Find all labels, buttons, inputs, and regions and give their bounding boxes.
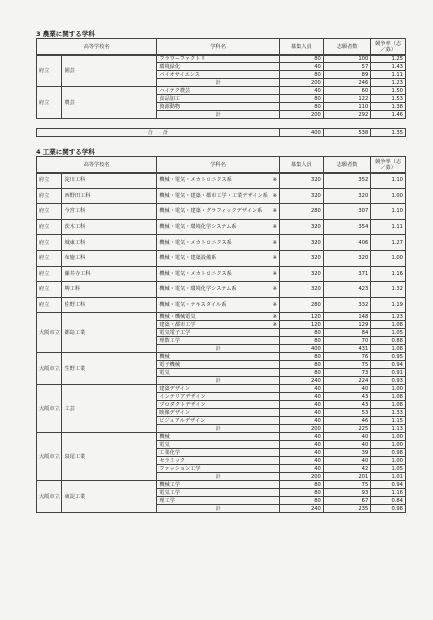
dept-text: 機械・機械電気 [159,313,196,320]
dept-text: 機械・電気・環境化学システム系 [159,286,237,293]
applicants-cell: 431 [323,345,370,353]
agri-total-table [36,128,406,137]
applicants-cell: 320 [323,188,370,204]
dept-text: 理数工学 [159,337,181,344]
dept-text: 機械 [159,433,170,440]
capacity-cell: 80 [279,337,323,345]
note-mark: ※ [272,192,277,199]
rate-cell: 1.27 [371,235,406,251]
section-agri-title: 3 農業に関する学科 [36,30,95,38]
school-name-cell: 都島工業 [62,313,157,353]
table-row [37,313,406,321]
dept-cell [157,433,280,441]
dept-cell [157,385,280,393]
dept-cell: フラワーファクトリ [157,55,280,63]
capacity-cell: 320 [279,188,323,204]
rate-cell: 1.13 [371,425,406,433]
col-dept: 学科名 [157,39,280,56]
dept-cell [157,457,280,465]
founder-cell: 府立 [37,297,62,313]
capacity-cell: 40 [279,465,323,473]
founder-cell: 大阪市立 [37,353,62,385]
capacity-cell: 80 [279,55,323,63]
capacity-cell: 80 [279,369,323,377]
applicants-cell: 110 [323,103,370,111]
dept-cell [157,505,280,513]
rate-cell: 0.84 [371,497,406,505]
applicants-cell: 224 [323,377,370,385]
rate-cell: 1.16 [371,266,406,282]
dept-cell: ハイテク農芸 [157,87,280,95]
agri-total-cap: 400 [279,129,323,137]
capacity-cell: 80 [279,103,323,111]
founder-cell: 大阪市立 [37,313,62,353]
note-mark: ※ [272,208,277,215]
rate-cell: 0.98 [371,505,406,513]
agri-total-label: 合 計 [37,129,280,137]
capacity-cell: 320 [279,235,323,251]
applicants-cell: 371 [323,266,370,282]
section-ind-title: 4 工業に関する学科 [36,148,95,156]
capacity-cell: 280 [279,297,323,313]
applicants-cell: 76 [323,353,370,361]
dept-cell [157,266,280,282]
dept-text: 機械・電気・建築・都市工学・工業デザイン系 [159,192,268,199]
dept-text: 電子機械 [159,361,181,368]
dept-cell: バイオサイエンス [157,71,280,79]
applicants-cell: 43 [323,393,370,401]
rate-cell: 1.00 [371,385,406,393]
dept-cell [157,425,280,433]
table-row [37,204,406,220]
school-name-cell: 農芸 [62,87,157,119]
table-row [37,250,406,266]
rate-cell: 1.23 [371,79,406,87]
dept-text: 機械・電気・メカトロニクス系 [159,177,232,184]
note-mark: ※ [272,270,277,277]
school-name-cell: 茨木工科 [62,219,157,235]
table-row [37,235,406,251]
capacity-cell: 40 [279,433,323,441]
dept-cell [157,235,280,251]
founder-cell: 府立 [37,219,62,235]
rate-cell: 1.00 [371,441,406,449]
dept-cell [157,449,280,457]
note-mark: ※ [272,302,277,309]
school-name-cell: 工芸 [62,385,157,433]
table-row [37,385,406,393]
applicants-cell: 40 [323,433,370,441]
dept-cell [157,321,280,329]
founder-cell: 府立 [37,87,62,119]
founder-cell: 大阪市立 [37,385,62,433]
capacity-cell: 120 [279,313,323,321]
founder-cell: 府立 [37,55,62,87]
applicants-cell: 46 [323,417,370,425]
dept-cell [157,377,280,385]
capacity-cell: 40 [279,87,323,95]
dept-cell: 計 [157,79,280,87]
applicants-cell: 40 [323,385,370,393]
dept-text: 機械・電気・テキスタイル系 [159,302,227,309]
applicants-cell: 93 [323,489,370,497]
school-name-cell: 藤井寺工科 [62,266,157,282]
applicants-cell: 320 [323,250,370,266]
rate-cell: 1.16 [371,489,406,497]
dept-cell [157,417,280,425]
applicants-cell: 40 [323,441,370,449]
school-name-cell: 城東工科 [62,235,157,251]
capacity-cell: 80 [279,353,323,361]
dept-text: 電気工学 [159,489,181,496]
dept-cell [157,297,280,313]
dept-cell [157,393,280,401]
founder-cell: 府立 [37,235,62,251]
capacity-cell: 400 [279,345,323,353]
rate-cell: 1.23 [371,313,406,321]
capacity-cell: 240 [279,505,323,513]
capacity-cell: 40 [279,409,323,417]
capacity-cell: 320 [279,282,323,298]
capacity-cell: 200 [279,111,323,119]
applicants-cell: 43 [323,401,370,409]
table-row [37,481,406,489]
dept-text: 理工学 [159,497,175,504]
dept-text: セラミック [159,457,186,464]
applicants-cell: 84 [323,329,370,337]
capacity-cell: 40 [279,385,323,393]
applicants-cell: 307 [323,204,370,220]
dept-text: 計 [215,377,221,384]
dept-cell [157,313,280,321]
capacity-cell: 40 [279,401,323,409]
note-mark: ※ [272,313,277,320]
col-applicants: 志願者数 [323,157,370,174]
rate-cell: 1.53 [371,95,406,103]
dept-text: 計 [215,505,221,512]
rate-cell: 1.11 [371,71,406,79]
dept-text: 電気 [159,369,170,376]
founder-cell: 府立 [37,188,62,204]
applicants-cell: 70 [323,337,370,345]
dept-text: 機械・電気・建築・グラフィックデザイン系 [159,208,263,215]
table-row [37,55,406,63]
capacity-cell: 40 [279,63,323,71]
capacity-cell: 80 [279,481,323,489]
applicants-cell: 423 [323,282,370,298]
applicants-cell: 75 [323,361,370,369]
dept-cell [157,369,280,377]
dept-text: 機械・電気・建築設備系 [159,255,217,262]
applicants-cell: 354 [323,219,370,235]
agri-table-body [36,54,406,119]
applicants-cell: 225 [323,425,370,433]
rate-cell: 1.19 [371,297,406,313]
dept-text: 電気 [159,441,170,448]
dept-text: 計 [215,425,221,432]
table-row [37,297,406,313]
capacity-cell: 80 [279,489,323,497]
applicants-cell: 75 [323,481,370,489]
capacity-cell: 200 [279,79,323,87]
rate-cell: 0.93 [371,377,406,385]
applicants-cell: 60 [323,87,370,95]
table-row [37,433,406,441]
school-name-cell: 西野田工科 [62,188,157,204]
capacity-cell: 40 [279,393,323,401]
rate-cell: 1.32 [371,282,406,298]
rate-cell: 1.33 [371,409,406,417]
applicants-cell: 129 [323,321,370,329]
applicants-cell: 246 [323,79,370,87]
rate-cell: 0.88 [371,337,406,345]
col-school: 高等学校名 [37,39,157,56]
table-row [37,266,406,282]
school-name-cell: 佐野工科 [62,297,157,313]
applicants-cell: 89 [323,71,370,79]
rate-cell: 1.11 [371,219,406,235]
rate-cell: 1.08 [371,345,406,353]
dept-text: ファッション工学 [159,465,201,472]
dept-cell [157,353,280,361]
rate-cell: 1.43 [371,63,406,71]
rate-cell: 0.91 [371,369,406,377]
dept-cell [157,497,280,505]
dept-cell: 環境緑化 [157,63,280,71]
rate-cell: 1.46 [371,111,406,119]
rate-cell: 1.05 [371,465,406,473]
rate-cell: 1.10 [371,173,406,189]
capacity-cell: 320 [279,250,323,266]
note-mark: ※ [272,239,277,246]
dept-cell: 食品加工 [157,95,280,103]
dept-text: 機械工学 [159,481,181,488]
rate-cell: 1.01 [371,473,406,481]
capacity-cell: 320 [279,266,323,282]
rate-cell: 1.00 [371,433,406,441]
dept-cell [157,409,280,417]
dept-cell [157,173,280,189]
table-row [37,87,406,95]
capacity-cell: 80 [279,329,323,337]
note-mark: ※ [272,224,277,231]
capacity-cell: 320 [279,219,323,235]
capacity-cell: 40 [279,417,323,425]
dept-text: 電気電子工学 [159,329,191,336]
applicants-cell: 73 [323,369,370,377]
dept-cell: 計 [157,111,280,119]
table-row [37,282,406,298]
note-mark: ※ [272,286,277,293]
founder-cell: 府立 [37,173,62,189]
dept-cell [157,361,280,369]
capacity-cell: 40 [279,449,323,457]
rate-cell: 1.50 [371,87,406,95]
dept-text: 計 [215,473,221,480]
school-name-cell: 布施工科 [62,250,157,266]
table-row [37,353,406,361]
capacity-cell: 280 [279,204,323,220]
capacity-cell: 240 [279,377,323,385]
col-capacity: 募集人員 [279,157,323,174]
rate-cell: 1.08 [371,393,406,401]
rate-cell: 1.00 [371,188,406,204]
col-applicants: 志願者数 [323,39,370,56]
dept-cell [157,188,280,204]
capacity-cell: 200 [279,473,323,481]
dept-cell [157,250,280,266]
applicants-cell: 406 [323,235,370,251]
table-row [37,219,406,235]
applicants-cell: 39 [323,449,370,457]
ind-table-body [36,172,406,513]
dept-text: 計 [215,345,221,352]
applicants-cell: 42 [323,465,370,473]
school-name-cell: 生野工業 [62,353,157,385]
dept-cell [157,204,280,220]
applicants-cell: 292 [323,111,370,119]
school-name-cell: 堺工科 [62,282,157,298]
dept-text: 機械・電気・メカトロニクス系 [159,270,232,277]
applicants-cell: 201 [323,473,370,481]
dept-text: 機械・電気・メカトロニクス系 [159,239,232,246]
founder-cell: 府立 [37,266,62,282]
dept-text: プロダクトデザイン [159,401,206,408]
note-mark: ※ [272,177,277,184]
capacity-cell: 80 [279,71,323,79]
dept-text: ビジュアルデザイン [159,417,206,424]
dept-cell [157,465,280,473]
dept-text: 建築デザイン [159,385,191,392]
founder-cell: 府立 [37,250,62,266]
note-mark: ※ [272,255,277,262]
col-capacity: 募集人員 [279,39,323,56]
capacity-cell: 80 [279,497,323,505]
capacity-cell: 320 [279,173,323,189]
agri-total-rate: 1.35 [371,129,406,137]
dept-text: インテリアデザイン [159,393,206,400]
dept-text: 機械・電気・環境化学システム系 [159,224,237,231]
rate-cell: 0.94 [371,481,406,489]
dept-cell [157,282,280,298]
applicants-cell: 67 [323,497,370,505]
school-name-cell: 今宮工科 [62,204,157,220]
school-name-cell: 東淀工業 [62,481,157,513]
col-school: 高等学校名 [37,157,157,174]
dept-cell [157,345,280,353]
rate-cell: 0.98 [371,449,406,457]
col-dept: 学科名 [157,157,280,174]
applicants-cell: 332 [323,297,370,313]
applicants-cell: 122 [323,95,370,103]
applicants-cell: 40 [323,457,370,465]
applicants-cell: 100 [323,55,370,63]
dept-cell [157,481,280,489]
rate-cell: 0.95 [371,353,406,361]
school-name-cell: 泉尾工業 [62,433,157,481]
rate-cell: 1.15 [371,417,406,425]
dept-cell [157,337,280,345]
dept-text: 映像デザイン [159,409,191,416]
rate-cell: 0.94 [371,361,406,369]
agri-total-app: 538 [323,129,370,137]
capacity-cell: 80 [279,95,323,103]
dept-cell [157,219,280,235]
dept-cell [157,401,280,409]
rate-cell: 1.00 [371,457,406,465]
dept-cell [157,489,280,497]
rate-cell: 1.08 [371,321,406,329]
rate-cell: 1.05 [371,329,406,337]
founder-cell: 大阪市立 [37,433,62,481]
founder-cell: 府立 [37,282,62,298]
dept-text: 機械 [159,353,170,360]
dept-cell: 資源動物 [157,103,280,111]
capacity-cell: 40 [279,441,323,449]
dept-cell [157,441,280,449]
applicants-cell: 352 [323,173,370,189]
dept-cell [157,329,280,337]
rate-cell: 1.10 [371,204,406,220]
applicants-cell: 57 [323,63,370,71]
table-row [37,188,406,204]
table-row [37,173,406,189]
capacity-cell: 40 [279,457,323,465]
applicants-cell: 148 [323,313,370,321]
rate-cell: 1.08 [371,401,406,409]
rate-cell: 1.25 [371,55,406,63]
founder-cell: 大阪市立 [37,481,62,513]
rate-cell: 1.00 [371,250,406,266]
applicants-cell: 53 [323,409,370,417]
founder-cell: 府立 [37,204,62,220]
capacity-cell: 120 [279,321,323,329]
capacity-cell: 80 [279,361,323,369]
applicants-cell: 235 [323,505,370,513]
dept-cell [157,473,280,481]
col-rate: 競争率（志／募） [371,39,406,56]
school-name-cell: 園芸 [62,55,157,87]
capacity-cell: 200 [279,425,323,433]
dept-text: 工業化学 [159,449,181,456]
rate-cell: 1.38 [371,103,406,111]
note-mark: ※ [272,321,277,328]
school-name-cell: 淀川工科 [62,173,157,189]
col-rate: 競争率（志／募） [371,157,406,174]
dept-text: 建築・都市工学 [159,321,196,328]
